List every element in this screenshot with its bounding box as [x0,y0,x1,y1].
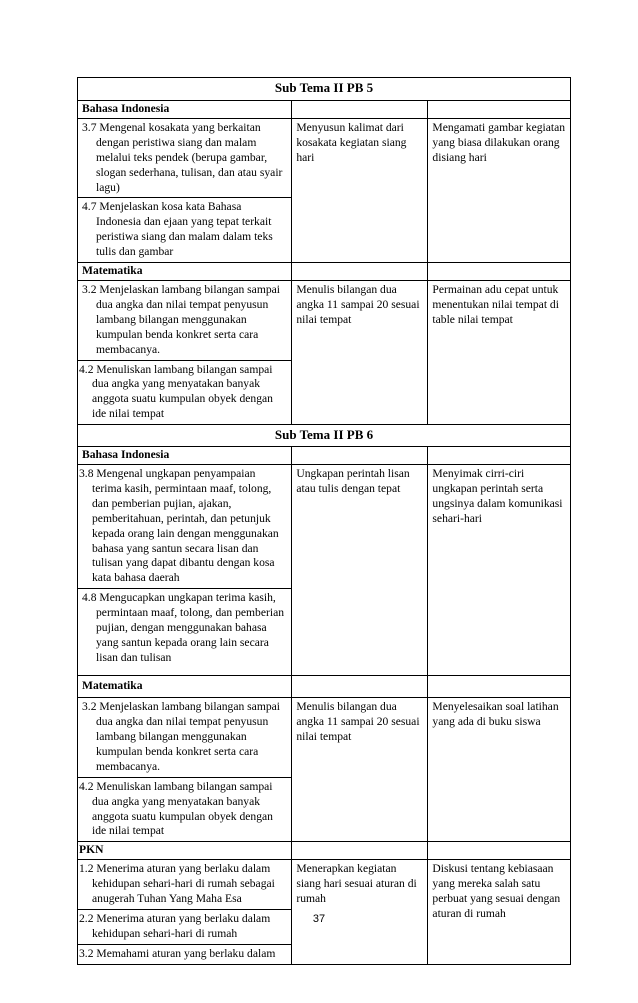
subject-matematika-pb5: Matematika [78,263,292,281]
content-row [78,118,571,198]
subject-row [78,676,571,698]
section-title-pb5: Sub Tema II PB 5 [78,78,571,101]
kegiatan-pkn: Diskusi tentang kebiasaan yang mereka salah satu perbuat yang sesuai dengan aturan di rumah [428,860,571,964]
kd-3-2-pb5: 3.2 Menjelaskan lambang bilangan sampai dua angka dan nilai tempat penyusun lambang bilangan menggunakan kumpulan benda konkret serta cara membacanya. [78,280,292,360]
empty-cell [292,676,428,698]
kd-4-7: 4.7 Menjelaskan kosa kata Bahasa Indonesia dan ejaan yang tepat terkait peristiwa siang dan malam dalam teks tulis dan gambar [78,198,292,263]
kegiatan-matematika-pb6: Menyelesaikan soal latihan yang ada di buku siswa [428,698,571,842]
subject-pkn: PKN [78,842,292,860]
indikator-matematika-pb6: Menulis bilangan dua angka 11 sampai 20 sesuai nilai tempat [292,698,428,842]
kd-4-2-pb5: 4.2 Menuliskan lambang bilangan sampai dua angka yang menyatakan banyak anggota suatu kumpulan obyek dengan ide nilai tempat [78,360,292,425]
kegiatan-bahasa-pb6: Menyimak cirri-ciri ungkapan perintah serta ungsinya dalam komunikasi sehari-hari [428,465,571,676]
subject-row [78,842,571,860]
section-header-row [78,78,571,101]
kd-3-2-pb6: 3.2 Menjelaskan lambang bilangan sampai dua angka dan nilai tempat penyusun lambang bilangan menggunakan kumpulan benda konkret serta cara membacanya. [78,698,292,778]
kd-4-2-pb6: 4.2 Menuliskan lambang bilangan sampai dua angka yang menyatakan banyak anggota suatu kumpulan obyek dengan ide nilai tempat [78,777,292,842]
indikator-bahasa-pb6: Ungkapan perintah lisan atau tulis dengan tepat [292,465,428,676]
indikator-matematika-pb5: Menulis bilangan dua angka 11 sampai 20 sesuai nilai tempat [292,280,428,424]
empty-cell [428,842,571,860]
kegiatan-bahasa-pb5: Mengamati gambar kegiatan yang biasa dilakukan orang disiang hari [428,118,571,262]
kd-1-2: 1.2 Menerima aturan yang berlaku dalam kehidupan sehari-hari di rumah sebagai anugerah Tuhan Yang Maha Esa [78,860,292,910]
empty-cell [428,447,571,465]
kegiatan-matematika-pb5: Permainan adu cepat untuk menentukan nilai tempat di table nilai tempat [428,280,571,424]
empty-cell [428,676,571,698]
content-row [78,465,571,589]
kd-2-2: 2.2 Menerima aturan yang berlaku dalam kehidupan sehari-hari di rumah [78,909,292,944]
subject-row [78,263,571,281]
content-row [78,698,571,778]
empty-cell [428,101,571,119]
subject-row [78,101,571,119]
empty-cell [292,447,428,465]
section-header-row [78,425,571,447]
subject-bahasa-pb5: Bahasa Indonesia [78,101,292,119]
empty-cell [292,842,428,860]
empty-cell [428,263,571,281]
page-number: 37 [312,913,326,925]
empty-cell [292,263,428,281]
indikator-pkn: Menerapkan kegiatan siang hari sesuai aturan di rumah [292,860,428,964]
content-row [78,860,571,910]
subject-bahasa-pb6: Bahasa Indonesia [78,447,292,465]
subject-matematika-pb6: Matematika [78,676,292,698]
empty-cell [292,101,428,119]
indikator-bahasa-pb5: Menyusun kalimat dari kosakata kegiatan siang hari [292,118,428,262]
section-title-pb6: Sub Tema II PB 6 [78,425,571,447]
lesson-plan-table [77,77,571,965]
kd-3-7: 3.7 Mengenal kosakata yang berkaitan dengan peristiwa siang dan malam melalui teks pendek (berupa gambar, slogan sederhana, tulisan, dan atau syair lagu) [78,118,292,198]
kd-3-8: 3.8 Mengenal ungkapan penyampaian terima kasih, permintaan maaf, tolong, dan pemberian pujian, ajakan, pemberitahuan, perintah, dan petunjuk kepada orang lain dengan menggunakan bahasa yang santun secara lisan dan tulisan yang dapat dibantu dengan kosa kata bahasa daerah [78,465,292,589]
kd-3-2-pkn: 3.2 Memahami aturan yang berlaku dalam [78,944,292,964]
lesson-plan-document [77,77,571,965]
kd-4-8: 4.8 Mengucapkan ungkapan terima kasih, permintaan maaf, tolong, dan pemberian pujian, dengan menggunakan bahasa yang santun kepada orang lain secara lisan dan tulisan [78,589,292,676]
content-row [78,280,571,360]
subject-row [78,447,571,465]
